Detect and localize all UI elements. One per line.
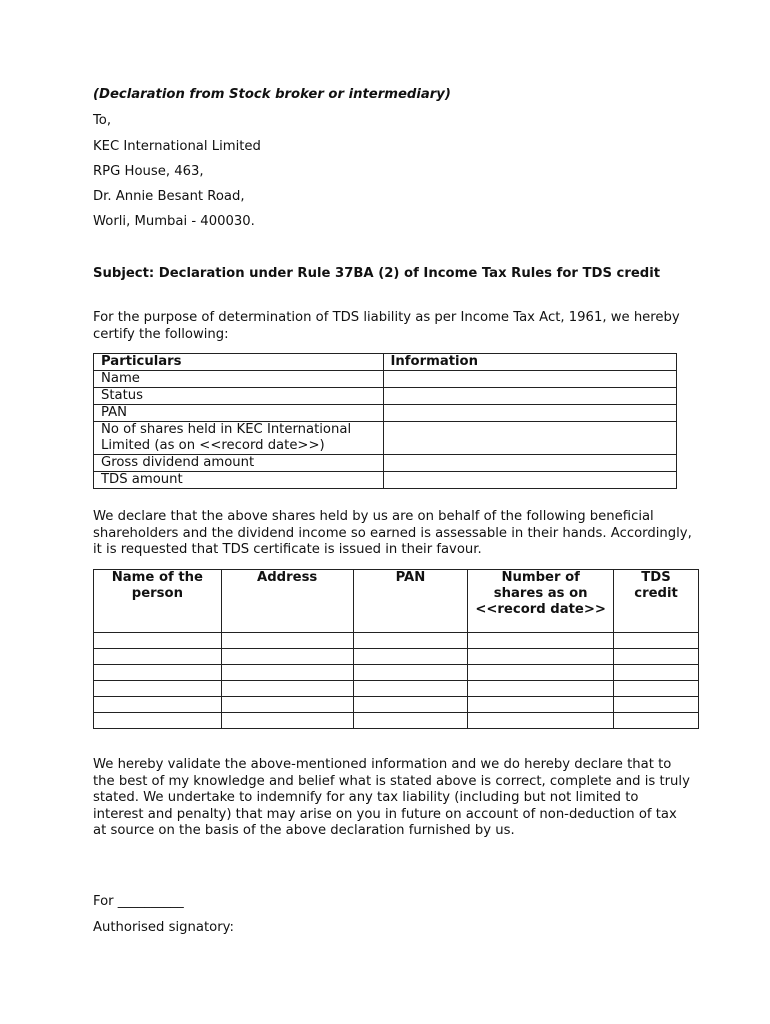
empty-cell (468, 713, 614, 729)
empty-cell (353, 649, 468, 665)
table-row (94, 455, 677, 472)
shares-header: Number of shares as on <<record date>> (468, 570, 614, 633)
addressee-line2: Dr. Annie Besant Road, (93, 189, 245, 204)
information-cell (383, 371, 677, 388)
empty-cell (221, 713, 353, 729)
tds-credit-header: TDS credit (614, 570, 699, 633)
authorised-signatory: Authorised signatory: (93, 920, 234, 935)
table-row (94, 649, 699, 665)
particular-label: Gross dividend amount (94, 455, 384, 472)
particulars-header-row (94, 354, 677, 371)
shareholders-table (93, 569, 699, 729)
table-row (94, 713, 699, 729)
information-cell (383, 388, 677, 405)
addressee-to: To, (93, 113, 112, 128)
addressee-line3: Worli, Mumbai - 400030. (93, 214, 255, 229)
empty-cell (614, 681, 699, 697)
table-row (94, 472, 677, 489)
intro-paragraph: For the purpose of determination of TDS liability as per Income Tax Act, 1961, we hereby certify the following: (93, 310, 680, 342)
particulars-header: Particulars (94, 354, 384, 371)
empty-cell (221, 649, 353, 665)
table-row (94, 665, 699, 681)
particulars-table (93, 353, 677, 489)
empty-cell (614, 633, 699, 649)
table-row (94, 388, 677, 405)
table-row (94, 371, 677, 388)
table-row (94, 422, 677, 455)
empty-cell (614, 665, 699, 681)
information-cell (383, 455, 677, 472)
pan-header: PAN (353, 570, 468, 633)
empty-cell (94, 713, 222, 729)
particular-label: PAN (94, 405, 384, 422)
empty-cell (94, 665, 222, 681)
empty-cell (468, 665, 614, 681)
empty-cell (221, 665, 353, 681)
empty-cell (353, 713, 468, 729)
empty-cell (468, 681, 614, 697)
shareholders-body (94, 633, 699, 729)
empty-cell (614, 697, 699, 713)
name-header: Name of the person (94, 570, 222, 633)
empty-cell (94, 633, 222, 649)
empty-cell (353, 697, 468, 713)
addressee-line1: RPG House, 463, (93, 164, 204, 179)
empty-cell (94, 681, 222, 697)
information-cell (383, 472, 677, 489)
empty-cell (614, 649, 699, 665)
particular-label: Status (94, 388, 384, 405)
empty-cell (468, 697, 614, 713)
subject-line: Subject: Declaration under Rule 37BA (2) of Income Tax Rules for TDS credit (93, 266, 661, 281)
information-cell (383, 422, 677, 455)
empty-cell (614, 713, 699, 729)
empty-cell (221, 697, 353, 713)
beneficial-paragraph: We declare that the above shares held by us are on behalf of the following beneficial shareholders and the dividend income so earned is assessable in their hands. Accordingly, it is requested that TDS certificate is issued in their favour. (93, 509, 692, 557)
address-header: Address (221, 570, 353, 633)
particular-label: Name (94, 371, 384, 388)
particular-label: TDS amount (94, 472, 384, 489)
empty-cell (468, 633, 614, 649)
empty-cell (221, 681, 353, 697)
empty-cell (468, 649, 614, 665)
validation-paragraph: We hereby validate the above-mentioned information and we do hereby declare that to the best of my knowledge and belief what is stated above is correct, complete and is truly stated. We undertake to indemnify for any tax liability (including but not limited to interest and penalty) that may arise on you in future on account of non-deduction of tax at source on the basis of the above declaration furnished by us. (93, 757, 690, 838)
shareholders-header-row (94, 570, 699, 633)
empty-cell (94, 649, 222, 665)
information-header: Information (383, 354, 677, 371)
table-row (94, 633, 699, 649)
empty-cell (353, 665, 468, 681)
table-row (94, 681, 699, 697)
addressee-company: KEC International Limited (93, 139, 261, 154)
for-line: For __________ (93, 894, 184, 909)
table-row (94, 405, 677, 422)
empty-cell (94, 697, 222, 713)
empty-cell (353, 633, 468, 649)
particular-label: No of shares held in KEC International Limited (as on <<record date>>) (94, 422, 384, 455)
empty-cell (353, 681, 468, 697)
empty-cell (221, 633, 353, 649)
information-cell (383, 405, 677, 422)
table-row (94, 697, 699, 713)
declaration-heading: (Declaration from Stock broker or intermediary) (93, 87, 451, 102)
